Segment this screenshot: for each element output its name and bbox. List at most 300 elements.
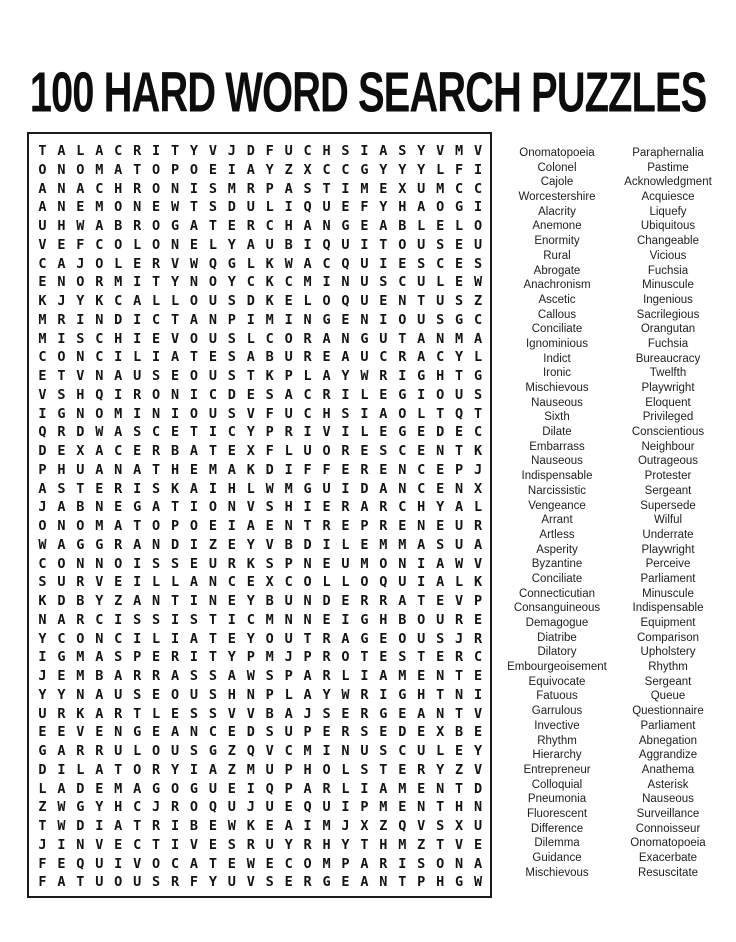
grid-cell: G <box>455 311 464 328</box>
grid-cell: P <box>265 686 274 703</box>
word-list-item: Conciliate <box>531 572 583 585</box>
grid-cell: J <box>38 836 47 853</box>
grid-cell: N <box>436 780 445 797</box>
grid-cell: F <box>265 443 274 459</box>
grid-cell: M <box>76 649 85 666</box>
grid-cell: A <box>322 330 331 347</box>
grid-row <box>33 348 490 367</box>
grid-row <box>33 761 490 780</box>
grid-cell: A <box>170 724 180 741</box>
grid-cell: A <box>417 199 426 216</box>
grid-cell: I <box>473 686 483 703</box>
grid-cell: I <box>189 761 199 778</box>
grid-cell: S <box>398 143 407 159</box>
grid-cell: A <box>95 649 104 666</box>
grid-cell: E <box>38 724 47 741</box>
grid-cell: N <box>38 611 47 628</box>
grid-cell: N <box>246 686 255 703</box>
grid-cell: R <box>76 574 85 591</box>
grid-cell: E <box>473 611 483 628</box>
grid-cell: T <box>57 368 66 384</box>
grid-cell: N <box>436 705 445 722</box>
grid-cell: I <box>76 311 85 328</box>
grid-row <box>33 255 490 274</box>
word-list-item: Indict <box>543 352 571 365</box>
word-list-item: Resuscitate <box>637 866 699 879</box>
grid-cell: E <box>208 161 217 178</box>
word-list-item: Liquefy <box>649 205 687 218</box>
grid-cell: E <box>398 761 407 778</box>
grid-cell: S <box>189 743 199 759</box>
grid-cell: P <box>341 855 350 872</box>
grid-cell: A <box>57 743 66 759</box>
grid-cell: H <box>284 499 293 516</box>
grid-cell: S <box>436 630 445 647</box>
grid-cell: V <box>265 536 274 553</box>
grid-cell: Y <box>246 630 255 647</box>
grid-cell: T <box>152 461 161 478</box>
grid-cell: L <box>246 480 255 497</box>
grid-cell: A <box>360 874 369 891</box>
grid-cell: H <box>436 874 445 891</box>
grid-cell: U <box>95 874 104 891</box>
grid-cell: P <box>303 724 312 741</box>
grid-cell: R <box>322 386 331 403</box>
grid-cell: N <box>341 274 350 291</box>
grid-cell: N <box>436 330 445 347</box>
grid-cell: J <box>341 818 350 834</box>
grid-cell: G <box>398 386 407 403</box>
grid-cell: S <box>265 499 274 516</box>
grid-cell: Y <box>208 874 217 891</box>
grid-cell: I <box>133 405 142 422</box>
word-list-item: Anachronism <box>523 279 591 292</box>
grid-cell: N <box>152 405 161 422</box>
grid-cell: I <box>95 818 104 834</box>
grid-cell: I <box>284 461 293 478</box>
grid-cell: I <box>133 630 142 647</box>
grid-row <box>33 386 490 405</box>
grid-cell: V <box>246 499 255 516</box>
grid-cell: T <box>170 499 180 516</box>
grid-cell: Q <box>303 799 312 816</box>
grid-cell: O <box>152 386 161 403</box>
grid-cell: H <box>284 218 293 234</box>
word-list-item: Vicious <box>649 249 687 262</box>
grid-row <box>33 873 490 892</box>
grid-cell: B <box>76 499 85 516</box>
word-list-item: Minuscule <box>642 279 694 292</box>
grid-cell: C <box>473 649 483 666</box>
grid-cell: R <box>379 499 388 516</box>
grid-cell: E <box>455 743 464 759</box>
grid-cell: B <box>398 218 407 234</box>
grid-cell: Y <box>246 536 255 553</box>
grid-cell: N <box>208 593 217 609</box>
grid-cell: O <box>76 518 85 534</box>
grid-cell: A <box>170 349 180 366</box>
grid-cell: U <box>473 236 483 253</box>
grid-cell: E <box>189 236 199 253</box>
grid-cell: R <box>152 255 161 272</box>
grid-cell: E <box>152 686 161 703</box>
grid-row <box>33 161 490 180</box>
grid-cell: T <box>398 330 407 347</box>
grid-cell: I <box>227 611 236 628</box>
grid-cell: E <box>417 668 426 684</box>
grid-cell: N <box>398 480 407 497</box>
grid-cell: W <box>473 874 483 891</box>
word-list-item: Aggrandize <box>638 749 698 762</box>
grid-cell: V <box>436 143 445 159</box>
grid-cell: S <box>322 705 331 722</box>
word-list-item: Rhythm <box>648 661 688 674</box>
word-list-item: Playwright <box>641 543 695 556</box>
grid-cell: J <box>246 799 255 816</box>
grid-cell: H <box>379 611 388 628</box>
word-list-item: Onomatopoeia <box>519 147 595 159</box>
word-list-item: Cajole <box>540 176 574 189</box>
grid-cell: N <box>170 180 180 197</box>
grid-cell: N <box>436 443 445 459</box>
grid-cell: O <box>170 780 180 797</box>
grid-cell: T <box>189 199 199 216</box>
grid-cell: S <box>379 274 388 291</box>
grid-cell: C <box>227 424 236 441</box>
grid-cell: L <box>114 255 123 272</box>
grid-cell: A <box>170 668 180 684</box>
grid-cell: R <box>303 349 312 366</box>
grid-cell: S <box>57 480 66 497</box>
grid-cell: S <box>208 705 217 722</box>
grid-cell: N <box>341 330 350 347</box>
grid-cell: G <box>152 780 161 797</box>
grid-cell: J <box>38 668 47 684</box>
grid-cell: E <box>227 630 236 647</box>
grid-cell: C <box>114 443 123 459</box>
word-list-item: Outrageous <box>637 455 699 468</box>
grid-cell: R <box>246 180 255 197</box>
grid-cell: Y <box>57 686 66 703</box>
grid-cell: N <box>398 555 407 572</box>
grid-cell: U <box>322 799 331 816</box>
grid-cell: L <box>341 536 350 553</box>
grid-cell: U <box>360 274 369 291</box>
grid-cell: U <box>455 518 464 534</box>
grid-cell: N <box>170 386 180 403</box>
grid-cell: E <box>227 855 236 872</box>
grid-cell: E <box>265 518 274 534</box>
word-list-item: Asperity <box>536 543 578 556</box>
grid-cell: W <box>246 855 255 872</box>
grid-cell: E <box>379 293 388 309</box>
grid-cell: E <box>455 274 464 291</box>
grid-cell: I <box>57 761 66 778</box>
grid-cell: E <box>379 724 388 741</box>
grid-cell: N <box>170 236 180 253</box>
grid-cell: E <box>114 574 123 591</box>
grid-cell: I <box>170 405 180 422</box>
grid-cell: K <box>76 705 85 722</box>
grid-cell: X <box>436 724 445 741</box>
grid-cell: T <box>170 311 180 328</box>
word-list-item: Minuscule <box>642 587 694 600</box>
grid-cell: O <box>152 743 161 759</box>
grid-cell: D <box>246 293 255 309</box>
grid-cell: I <box>341 386 350 403</box>
word-list-item: Conscientious <box>631 426 705 439</box>
grid-cell: C <box>322 161 331 178</box>
word-list-item: Diatribe <box>537 631 577 644</box>
word-list-item: Queue <box>650 690 686 703</box>
grid-cell: H <box>57 218 66 234</box>
grid-cell: A <box>189 443 199 459</box>
grid-cell: Z <box>284 161 293 178</box>
grid-cell: C <box>170 855 180 872</box>
word-list-item: Pneumonia <box>527 793 587 806</box>
grid-cell: O <box>189 368 199 384</box>
grid-cell: O <box>133 761 142 778</box>
grid-cell: H <box>114 330 123 347</box>
grid-cell: H <box>417 499 426 516</box>
grid-cell: E <box>208 518 217 534</box>
grid-row <box>33 648 490 667</box>
grid-cell: M <box>95 518 104 534</box>
grid-cell: A <box>57 874 66 891</box>
grid-cell: A <box>189 311 199 328</box>
grid-cell: D <box>436 424 445 441</box>
grid-cell: P <box>473 593 483 609</box>
grid-cell: S <box>170 555 180 572</box>
word-list-item: Sergeant <box>644 675 692 688</box>
grid-cell: S <box>227 368 236 384</box>
grid-cell: C <box>95 330 104 347</box>
grid-cell: A <box>208 761 217 778</box>
grid-cell: E <box>227 443 236 459</box>
grid-cell: E <box>379 424 388 441</box>
word-list-item: Fatuous <box>536 690 578 703</box>
grid-cell: F <box>76 236 85 253</box>
grid-cell: V <box>208 143 217 159</box>
grid-cell: U <box>436 611 445 628</box>
grid-cell: U <box>398 574 407 591</box>
grid-cell: O <box>341 649 350 666</box>
grid-cell: R <box>133 218 142 234</box>
grid-cell: T <box>455 443 464 459</box>
grid-cell: T <box>189 424 199 441</box>
grid-cell: G <box>360 161 369 178</box>
grid-cell: U <box>341 555 350 572</box>
grid-cell: G <box>303 480 312 497</box>
grid-cell: R <box>76 743 85 759</box>
grid-cell: O <box>38 518 47 534</box>
grid-cell: E <box>152 649 161 666</box>
grid-cell: F <box>189 874 199 891</box>
grid-cell: C <box>284 274 293 291</box>
grid-cell: F <box>265 405 274 422</box>
word-list-item: Abrogate <box>533 264 581 277</box>
grid-cell: A <box>398 593 407 609</box>
grid-cell: N <box>95 555 104 572</box>
word-list-item: Comparison <box>637 631 699 644</box>
grid-cell: E <box>76 199 85 216</box>
grid-cell: E <box>227 536 236 553</box>
grid-cell: E <box>114 836 123 853</box>
grid-row <box>33 405 490 424</box>
grid-cell: O <box>114 555 123 572</box>
grid-cell: N <box>303 593 312 609</box>
grid-cell: I <box>379 311 388 328</box>
grid-cell: D <box>170 536 180 553</box>
word-list-item: Vengeance <box>528 499 586 512</box>
grid-cell: R <box>133 180 142 197</box>
grid-cell: I <box>322 536 331 553</box>
grid-cell: J <box>227 143 236 159</box>
grid-cell: H <box>227 480 236 497</box>
grid-cell: U <box>133 874 142 891</box>
grid-cell: I <box>189 180 199 197</box>
grid-cell: L <box>473 349 483 366</box>
grid-cell: B <box>114 218 123 234</box>
grid-cell: W <box>360 368 369 384</box>
grid-cell: W <box>455 555 464 572</box>
grid-cell: I <box>114 349 123 366</box>
grid-cell: C <box>284 574 293 591</box>
grid-cell: W <box>57 799 66 816</box>
grid-cell: V <box>38 236 47 253</box>
grid-cell: U <box>208 293 217 309</box>
grid-cell: P <box>133 649 142 666</box>
grid-cell: E <box>473 668 483 684</box>
grid-cell: T <box>379 236 388 253</box>
grid-cell: A <box>303 218 312 234</box>
grid-cell: E <box>436 461 445 478</box>
grid-cell: E <box>170 368 180 384</box>
grid-cell: S <box>189 611 199 628</box>
grid-cell: M <box>322 818 331 834</box>
grid-cell: U <box>265 761 274 778</box>
grid-cell: G <box>227 255 236 272</box>
grid-cell: R <box>341 443 350 459</box>
grid-cell: U <box>265 799 274 816</box>
grid-cell: T <box>436 799 445 816</box>
word-list-item: Dilate <box>542 426 572 439</box>
grid-cell: R <box>417 761 426 778</box>
grid-cell: E <box>341 461 350 478</box>
grid-cell: I <box>360 405 369 422</box>
grid-cell: P <box>265 180 274 197</box>
grid-row <box>33 480 490 499</box>
grid-cell: Q <box>246 743 255 759</box>
grid-cell: A <box>133 780 142 797</box>
grid-cell: L <box>76 761 85 778</box>
word-list-item: Upholstery <box>640 646 696 659</box>
word-list-item: Dilemma <box>534 837 580 850</box>
grid-cell: A <box>114 668 123 684</box>
grid-row <box>33 742 490 761</box>
word-list-item: Anathema <box>641 763 695 776</box>
grid-cell: O <box>189 405 199 422</box>
word-list-item: Bureaucracy <box>635 352 701 365</box>
word-list-item: Supersede <box>640 499 696 512</box>
grid-cell: S <box>208 199 217 216</box>
grid-cell: E <box>322 349 331 366</box>
grid-cell: L <box>436 274 445 291</box>
word-list-item: Garrulous <box>531 705 583 718</box>
grid-cell: A <box>57 143 66 159</box>
grid-cell: X <box>455 818 464 834</box>
word-list-item: Embourgeoisement <box>507 661 607 674</box>
word-list-item: Anemone <box>532 220 582 233</box>
grid-cell: B <box>265 593 274 609</box>
grid-cell: Y <box>341 368 350 384</box>
grid-cell: N <box>114 724 123 741</box>
word-list-item: Fuchsia <box>647 264 689 277</box>
grid-cell: A <box>379 405 388 422</box>
grid-cell: L <box>133 236 142 253</box>
grid-cell: V <box>95 836 104 853</box>
grid-cell: Z <box>455 761 464 778</box>
grid-cell: L <box>152 705 161 722</box>
grid-cell: A <box>473 330 483 347</box>
grid-cell: D <box>38 443 47 459</box>
grid-row <box>33 573 490 592</box>
grid-cell: I <box>341 611 350 628</box>
grid-cell: I <box>341 424 350 441</box>
grid-cell: E <box>379 461 388 478</box>
grid-cell: L <box>455 218 464 234</box>
grid-cell: F <box>360 199 369 216</box>
grid-cell: S <box>341 143 350 159</box>
grid-cell: Z <box>473 293 483 309</box>
grid-cell: N <box>95 368 104 384</box>
grid-cell: H <box>379 836 388 853</box>
grid-cell: R <box>246 218 255 234</box>
grid-cell: T <box>360 649 369 666</box>
grid-cell: R <box>398 349 407 366</box>
grid-cell: V <box>265 743 274 759</box>
grid-cell: R <box>152 668 161 684</box>
grid-cell: M <box>76 668 85 684</box>
grid-row <box>33 461 490 480</box>
grid-cell: S <box>417 255 426 272</box>
grid-cell: A <box>246 349 255 366</box>
grid-cell: R <box>379 855 388 872</box>
grid-cell: R <box>379 593 388 609</box>
grid-cell: T <box>455 368 464 384</box>
grid-cell: B <box>95 668 104 684</box>
grid-cell: Y <box>473 743 483 759</box>
grid-cell: U <box>360 743 369 759</box>
grid-cell: P <box>170 161 180 178</box>
grid-cell: E <box>170 424 180 441</box>
grid-cell: R <box>114 536 123 553</box>
grid-cell: U <box>133 368 142 384</box>
grid-cell: Q <box>76 855 85 872</box>
grid-cell: L <box>360 386 369 403</box>
grid-row <box>33 498 490 517</box>
grid-cell: A <box>379 668 388 684</box>
grid-row <box>33 798 490 817</box>
grid-cell: E <box>379 649 388 666</box>
grid-cell: E <box>436 218 445 234</box>
grid-cell: H <box>455 799 464 816</box>
word-list-item: Paraphernalia <box>632 147 704 159</box>
grid-cell: J <box>455 630 464 647</box>
grid-cell: C <box>322 255 331 272</box>
grid-cell: V <box>473 761 483 778</box>
word-list-item: Ascetic <box>538 293 576 306</box>
